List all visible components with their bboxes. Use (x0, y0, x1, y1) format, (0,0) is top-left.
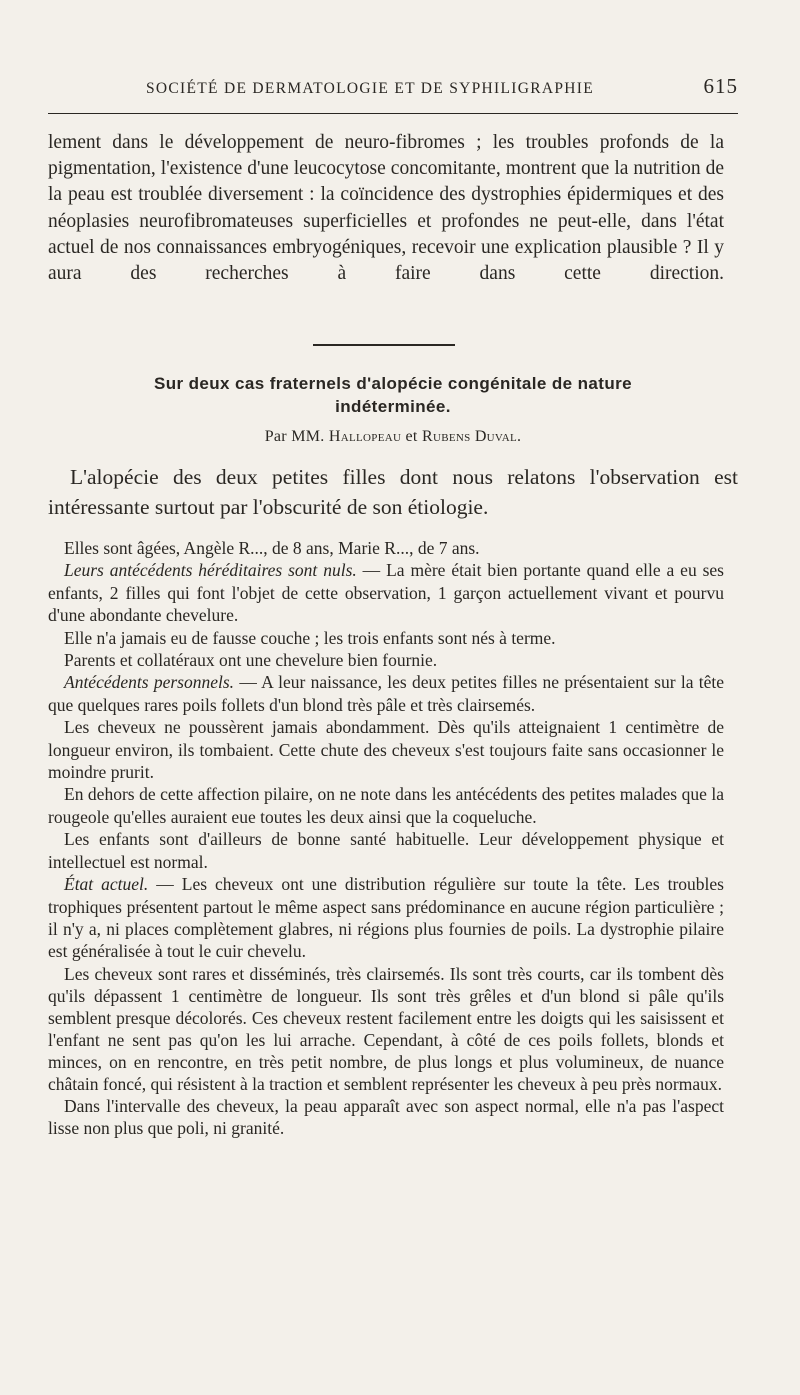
running-head: SOCIÉTÉ DE DERMATOLOGIE ET DE SYPHILIGRAPHIE (146, 80, 594, 97)
personal-text: — A leur naissance, les deux petites filles ne présentaient sur la tête que quelques rares poils follets d'un blond très pâle et très clairsemés. (48, 672, 724, 715)
current-state-heading: État actuel. (64, 874, 149, 895)
paragraph-hereditary (48, 559, 724, 626)
authors-by: Par MM. (264, 428, 325, 445)
article-title (48, 372, 738, 418)
intro-paragraph (48, 462, 738, 522)
authors-and: et (405, 428, 418, 445)
continuation-paragraph (48, 130, 724, 287)
author-hallopeau: Hallopeau (328, 428, 402, 445)
header-rule (48, 113, 738, 114)
page-header (48, 74, 738, 99)
paragraph-other-illness: En dehors de cette affection pilaire, on ne note dans les antécédents des petites malades que la rougeole qu'elles auraient eue toutes les deux ainsi que la coqueluche. (48, 784, 724, 827)
paragraph-hair-growth: Les cheveux ne poussèrent jamais abondamment. Dès qu'ils atteignaient 1 centimètre de longueur environ, ils tombaient. Cette chute des cheveux s'est toujours faite sans occasionner le moindre prurit. (48, 717, 724, 783)
article-authors (48, 428, 738, 446)
paragraph-health: Les enfants sont d'ailleurs de bonne santé habituelle. Leur développement physique et intellectuel est normal. (48, 829, 724, 872)
intro-text: L'alopécie des deux petites filles dont nous relatons l'observation est intéressante surtout par l'obscurité de son étiologie. (48, 465, 738, 519)
paragraph-skin: Dans l'intervalle des cheveux, la peau apparaît avec son aspect normal, elle n'a pas l'aspect lisse non plus que poli, ni granité. (48, 1095, 724, 1138)
paragraph-ages: Elles sont âgées, Angèle R..., de 8 ans, Marie R..., de 7 ans. (64, 538, 480, 558)
current-state-text: — Les cheveux ont une distribution régulière sur toute la tête. Les troubles trophiques présentent partout le même aspect sans prédominance en aucune région particulière ; il n'y a, ni places complètement glabres, ni régions plus fournies de poils. La dystrophie pilaire est généralisée à tout le cuir chevelu. (48, 874, 724, 962)
author-duval: Rubens Duval. (421, 428, 522, 445)
paragraph-relatives: Parents et collatéraux ont une chevelure bien fournie. (64, 650, 438, 671)
page-number: 615 (703, 74, 738, 98)
paragraph-hair-description: Les cheveux sont rares et disséminés, très clairsemés. Ils sont très courts, car ils tombent dès qu'ils dépassent 1 centimètre de longueur. Ils sont très grêles et d'un blond si pâle qu'ils semblent presque décolorés. Ces cheveux restent facilement entre les doigts qui les saisissent et l'enfant ne sent pas qu'on les lui arrache. Cependant, à côté de ces poils follets, blonds et minces, on en rencontre, en très petit nombre, de plus longs et plus volumineux, de nuance châtain foncé, qui résistent à la traction et semblent représenter les cheveux à peu près normaux. (48, 963, 724, 1094)
paragraph-births: Elle n'a jamais eu de fausse couche ; les trois enfants sont nés à terme. (64, 627, 556, 648)
article-title-line-1: Sur deux cas fraternels d'alopécie congénitale de nature (153, 374, 633, 393)
article-title-line-2: indéterminée. (335, 397, 451, 416)
section-divider (313, 344, 455, 346)
hereditary-heading: Leurs antécédents héréditaires sont nuls. (64, 560, 357, 581)
hereditary-text: — La mère était bien portante quand elle a eu ses enfants, 2 filles qui font l'objet de cette observation, 1 garçon actuellement vivant et pourvu d'une abondante chevelure. (48, 560, 724, 626)
personal-heading: Antécédents personnels. (64, 672, 235, 693)
paragraph-personal (48, 671, 724, 716)
article-body (48, 537, 724, 1139)
continuation-text: lement dans le développement de neuro-fibromes ; les troubles profonds de la pigmentation, l'existence d'une leucocytose concomitante, montrent que la nutrition de la peau est troublée diversement : la coïncidence des dystrophies épidermiques et des néoplasies neurofibromateuses superficielles et profondes ne peut-elle, dans l'état actuel de nos connaissances embryogéniques, recevoir une explication plausible ? Il y aura des recherches à faire dans cette direction. (48, 132, 724, 285)
paragraph-current-state (48, 873, 724, 963)
